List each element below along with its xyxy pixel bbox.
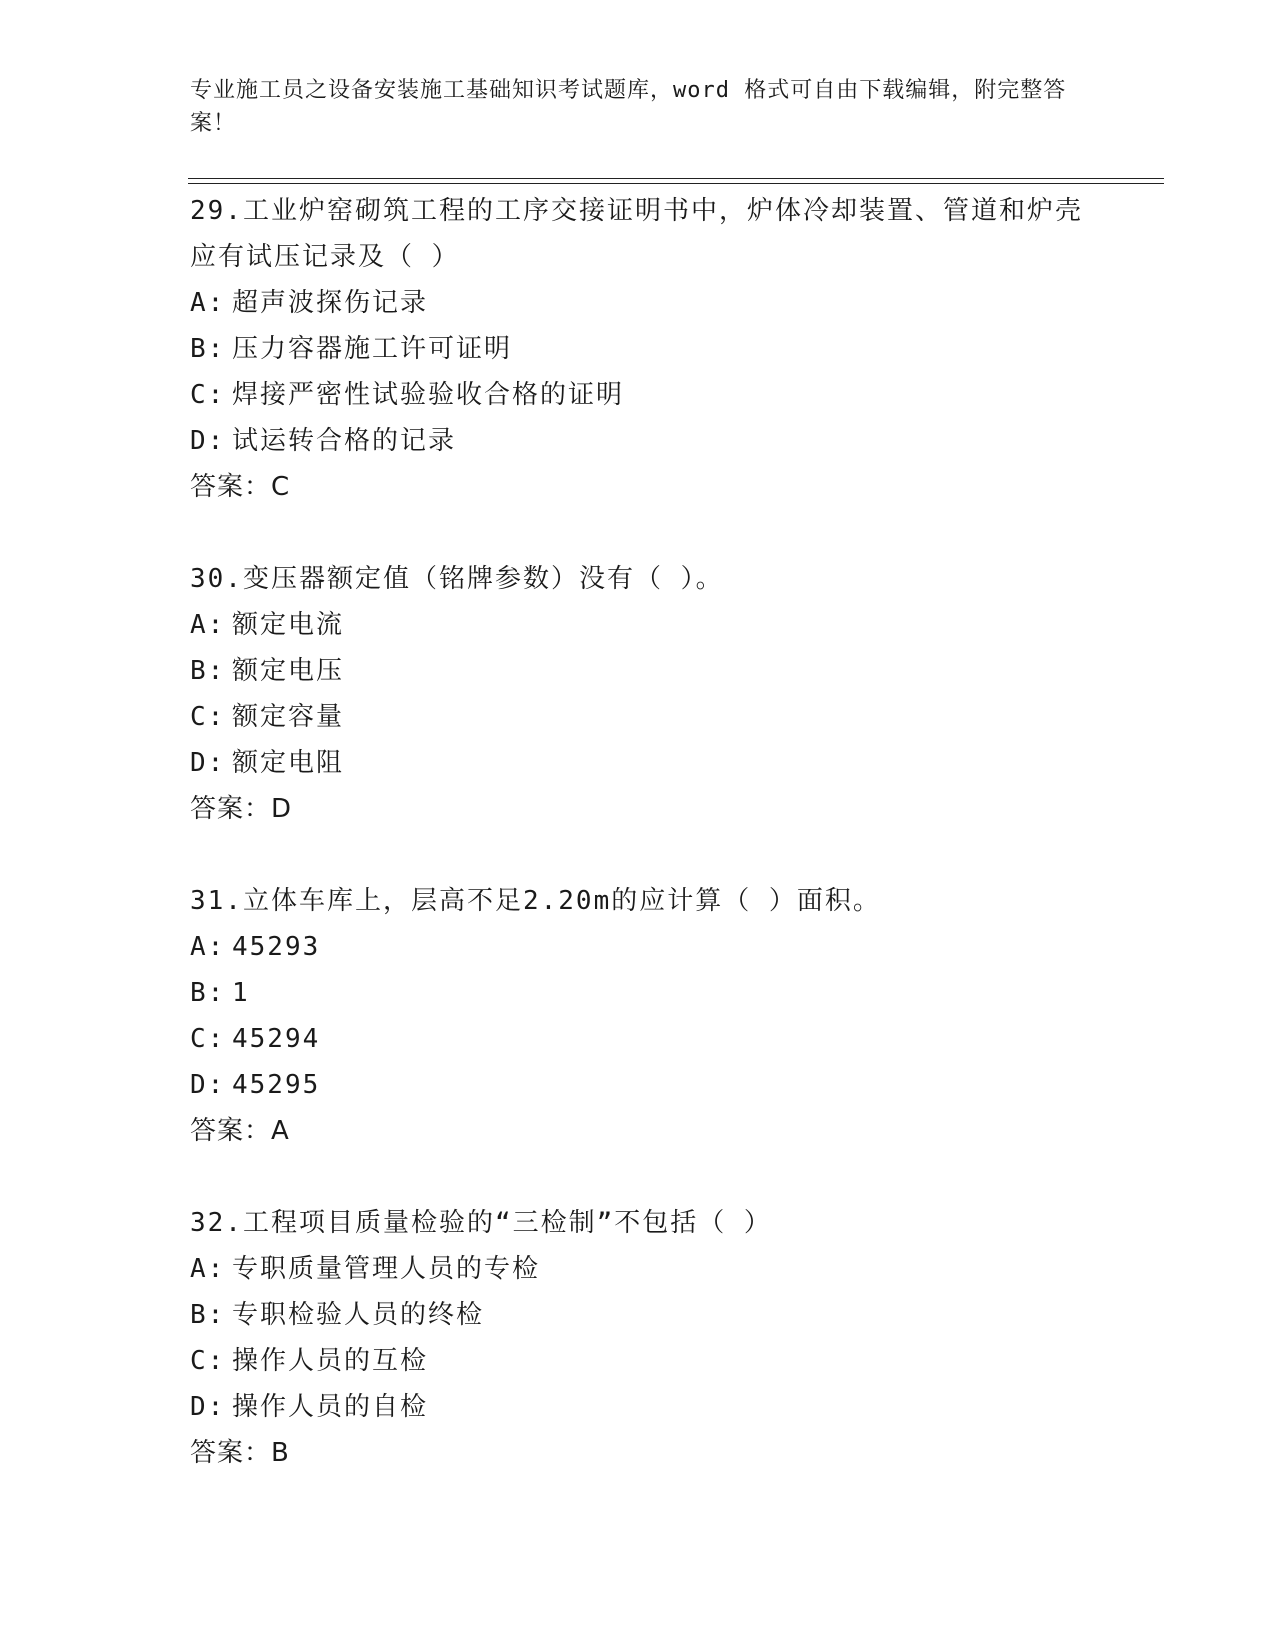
option-key: D:	[190, 1070, 226, 1100]
option-key: A:	[190, 288, 226, 318]
option-text: 额定电流	[232, 610, 345, 640]
option-a	[190, 1246, 1150, 1292]
option-c	[190, 694, 1150, 740]
option-text: 焊接严密性试验验收合格的证明	[232, 380, 625, 410]
answer-line: 答案：C	[190, 472, 291, 502]
option-key: C:	[190, 1024, 226, 1054]
option-d	[190, 1384, 1150, 1430]
option-text: 试运转合格的记录	[232, 426, 457, 456]
option-text: 超声波探伤记录	[232, 288, 429, 318]
option-key: C:	[190, 380, 226, 410]
option-a	[190, 924, 1150, 970]
question-stem: 32.工程项目质量检验的“三检制”不包括（ ）	[190, 1208, 772, 1238]
option-text: 额定电阻	[232, 748, 345, 778]
answer-line: 答案：D	[190, 794, 293, 824]
option-key: D:	[190, 1392, 226, 1422]
option-b	[190, 648, 1150, 694]
option-key: A:	[190, 932, 226, 962]
option-text: 额定电压	[232, 656, 345, 686]
option-d	[190, 740, 1150, 786]
option-text: 额定容量	[232, 702, 345, 732]
option-c	[190, 372, 1150, 418]
question-31	[190, 878, 1150, 1154]
question-stem: 30.变压器额定值（铭牌参数）没有（ ）。	[190, 564, 724, 594]
option-b	[190, 326, 1150, 372]
option-key: B:	[190, 656, 226, 686]
option-key: A:	[190, 610, 226, 640]
option-text: 专职检验人员的终检	[232, 1300, 485, 1330]
option-d	[190, 1062, 1150, 1108]
option-key: A:	[190, 1254, 226, 1284]
option-text: 压力容器施工许可证明	[232, 334, 513, 364]
option-key: B:	[190, 978, 226, 1008]
option-d	[190, 418, 1150, 464]
question-stem: 31.立体车库上，层高不足2.20m的应计算（ ）面积。	[190, 886, 881, 916]
option-a	[190, 280, 1150, 326]
question-30	[190, 556, 1150, 832]
question-list	[190, 188, 1150, 1476]
option-text: 操作人员的互检	[232, 1346, 429, 1376]
option-c	[190, 1338, 1150, 1384]
answer-line: 答案：B	[190, 1438, 290, 1468]
option-c	[190, 1016, 1150, 1062]
option-key: D:	[190, 426, 226, 456]
option-text: 45294	[232, 1024, 321, 1054]
option-a	[190, 602, 1150, 648]
option-text: 45293	[232, 932, 321, 962]
option-key: B:	[190, 1300, 226, 1330]
option-key: D:	[190, 748, 226, 778]
option-key: B:	[190, 334, 226, 364]
answer-line: 答案：A	[190, 1116, 290, 1146]
question-32	[190, 1200, 1150, 1476]
option-text: 专职质量管理人员的专检	[232, 1254, 541, 1284]
option-b	[190, 1292, 1150, 1338]
document-header: 专业施工员之设备安装施工基础知识考试题库，word 格式可自由下载编辑，附完整答案！	[190, 78, 1067, 136]
option-text: 操作人员的自检	[232, 1392, 429, 1422]
question-stem: 29.工业炉窑砌筑工程的工序交接证明书中，炉体冷却装置、管道和炉壳应有试压记录及（ ）	[190, 196, 1083, 272]
header-divider	[188, 178, 1164, 184]
option-text: 45295	[232, 1070, 321, 1100]
question-29	[190, 188, 1150, 510]
option-key: C:	[190, 702, 226, 732]
option-text: 1	[232, 978, 250, 1008]
option-key: C:	[190, 1346, 226, 1376]
option-b	[190, 970, 1150, 1016]
